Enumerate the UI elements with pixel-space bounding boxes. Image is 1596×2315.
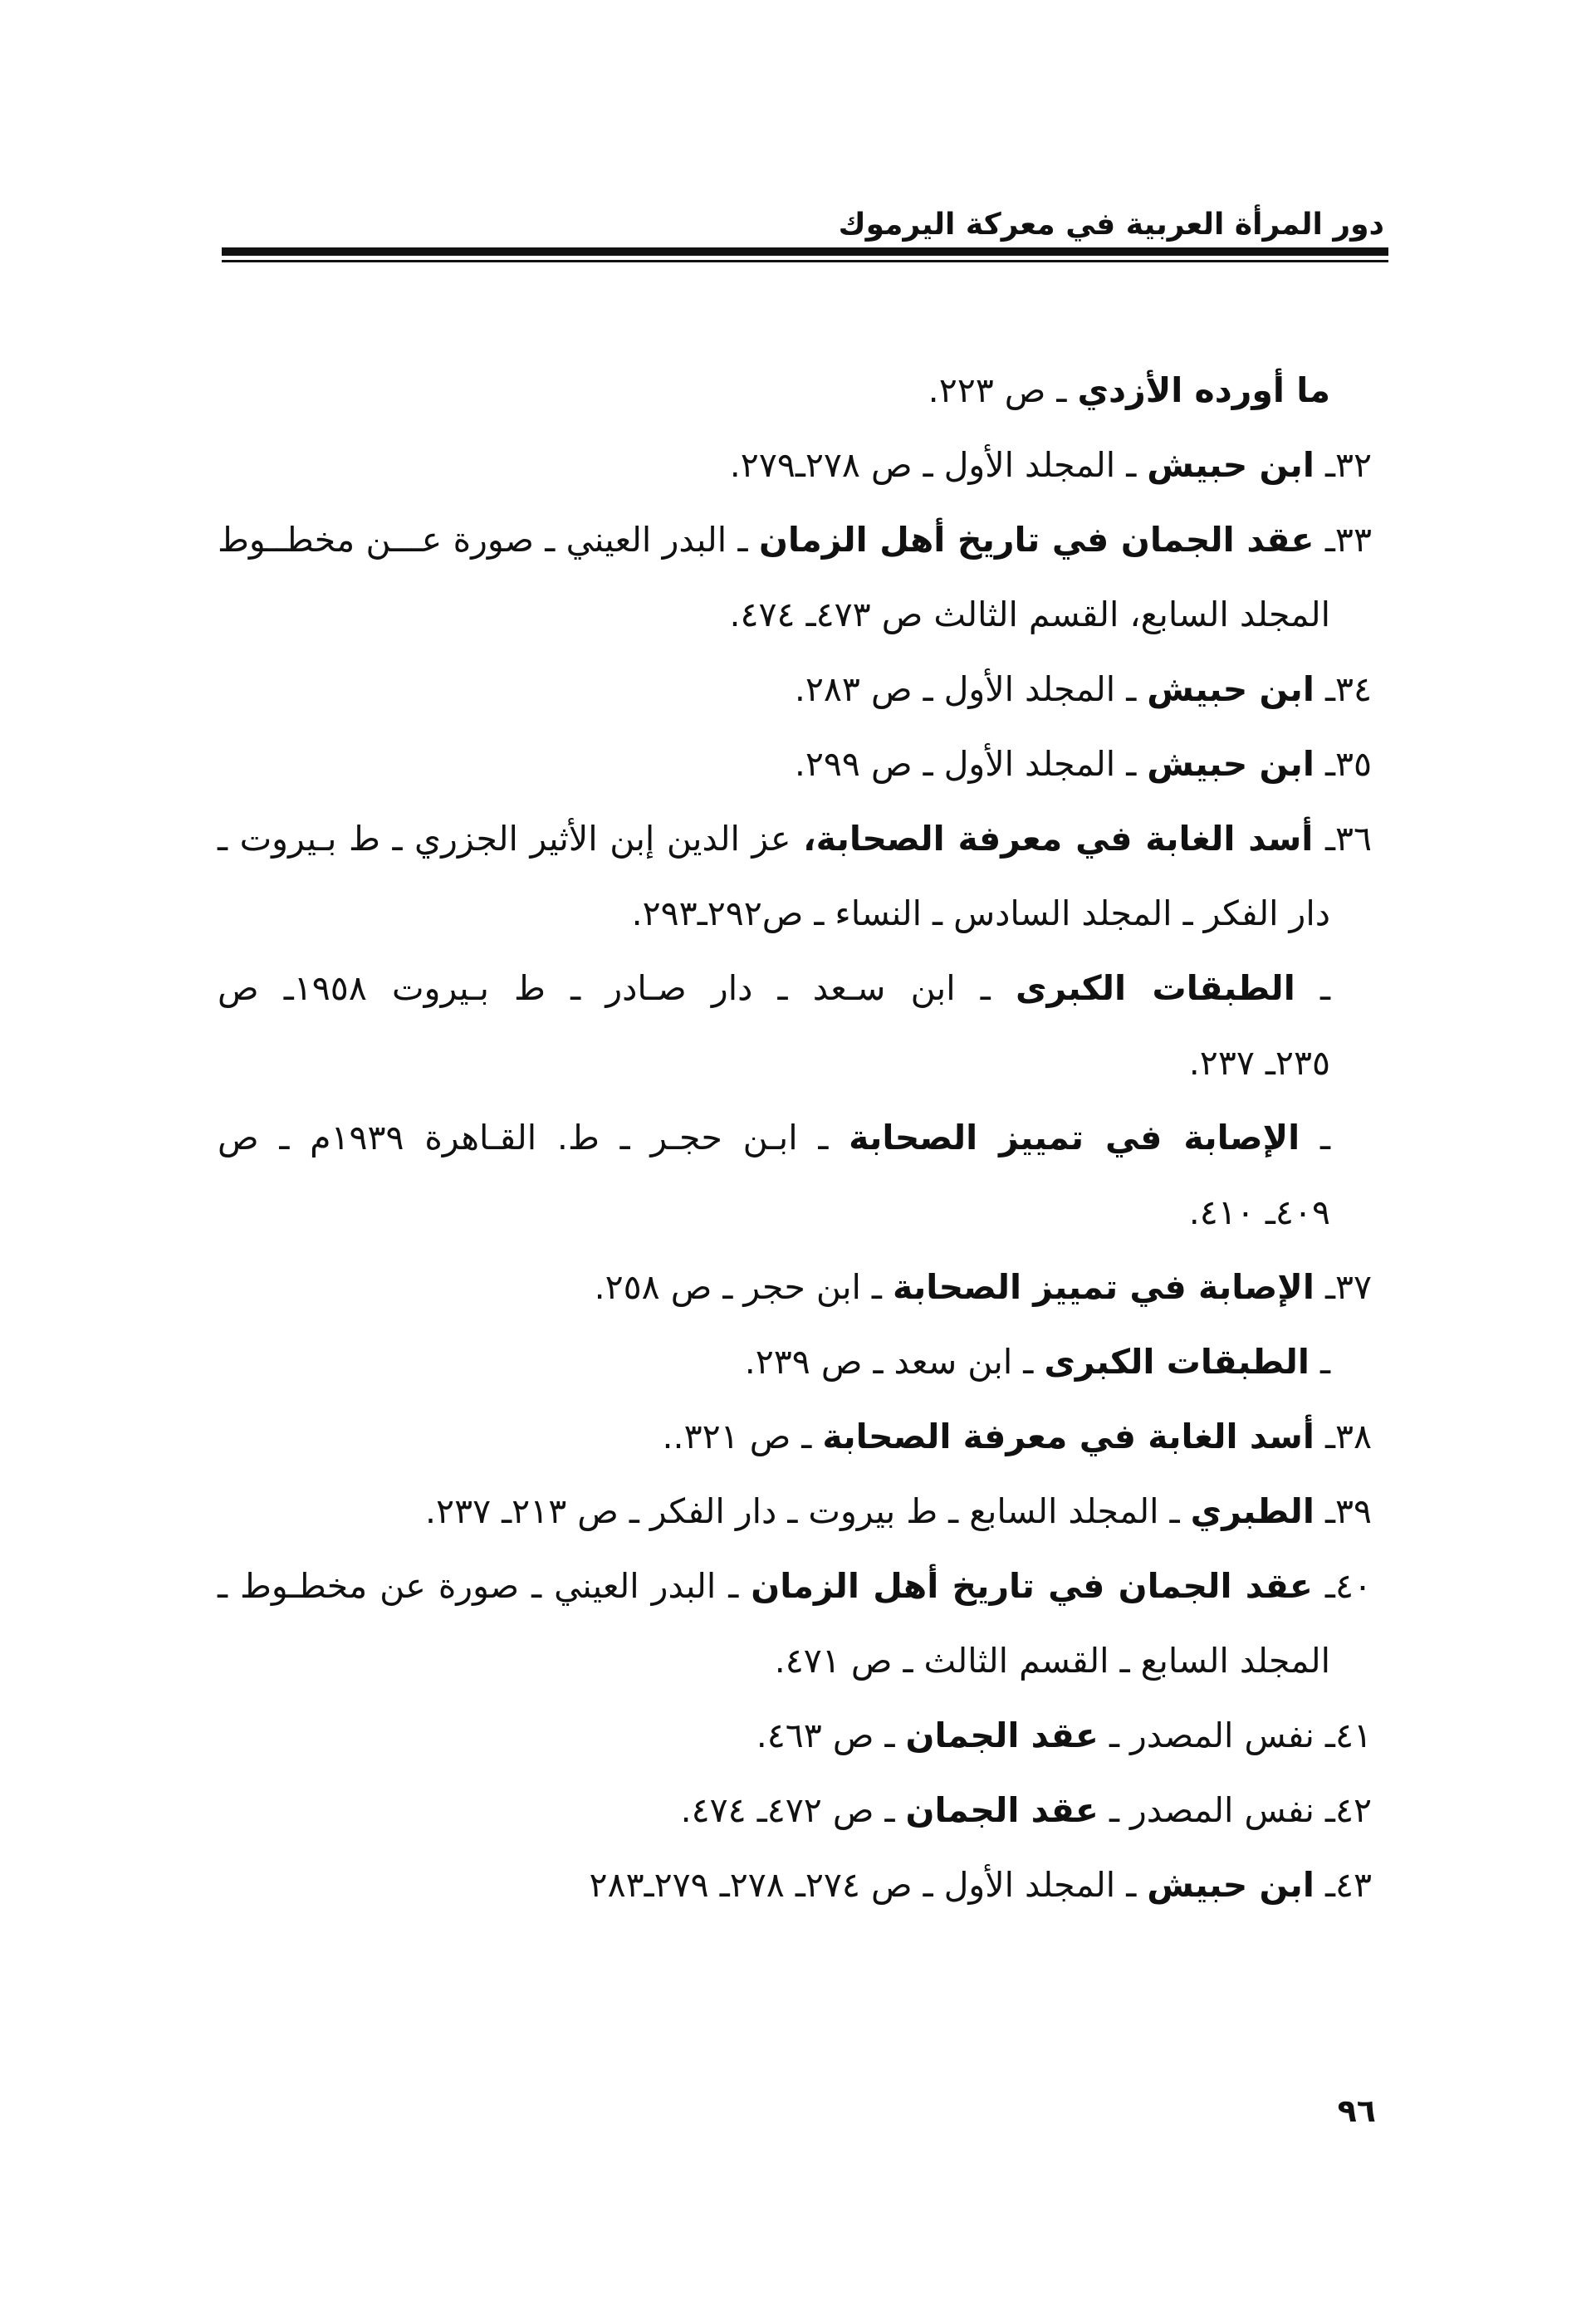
source-title: عقد الجمان في تاريخ أهل الزمان: [751, 1566, 1313, 1606]
note-line: [218, 1100, 1372, 1175]
note-number: ٣٣ـ: [1324, 520, 1372, 560]
note-text: عز الدين إبن الأثير الجزري ـ ط بـيروت ـ: [218, 819, 791, 859]
source-title: عقد الجمان: [905, 1790, 1099, 1830]
note-line: [218, 801, 1372, 876]
note-line: [218, 1250, 1372, 1324]
note-number: ٣٥ـ: [1324, 744, 1372, 784]
note-text: ـ ص ٤٧٢ـ ٤٧٤.: [680, 1790, 895, 1830]
note-text: المجلد السابع ـ القسم الثالث ـ ص ٤٧١.: [774, 1641, 1330, 1681]
note-text: ـ المجلد الأول ـ ص ٢٩٩.: [794, 744, 1137, 784]
running-header: دور المرأة العربية في معركة اليرموك: [838, 208, 1384, 242]
note-line: [218, 652, 1372, 727]
note-text: ـ ص ٤٦٣.: [756, 1715, 895, 1755]
note-text: ٢٣٥ـ ٢٣٧.: [1188, 1043, 1330, 1083]
source-title: الإصابة في تمييز الصحابة: [849, 1118, 1300, 1158]
note-text: ٤٠٩ـ ٤١٠.: [1188, 1192, 1330, 1232]
source-title: أسد الغابة في معرفة الصحابة: [822, 1417, 1314, 1456]
note-text: ٤١ـ نفس المصدر ـ: [1109, 1715, 1372, 1755]
header-rule: [222, 247, 1388, 262]
note-number: ٣٢ـ: [1324, 445, 1372, 485]
note-text: ـ المجلد الأول ـ ص ٢٨٣.: [794, 669, 1137, 709]
note-line: [218, 1848, 1372, 1922]
note-text: ـ المجلد الأول ـ ص ٢٧٨ـ٢٧٩.: [729, 445, 1137, 485]
source-title: ما أورده الأزدي: [1077, 370, 1330, 410]
note-number: ٣٨ـ: [1324, 1417, 1372, 1456]
source-title: ابن حبيش: [1147, 669, 1314, 709]
source-title: ابن حبيش: [1147, 1865, 1314, 1905]
source-title: أسد الغابة في معرفة الصحابة،: [803, 819, 1314, 859]
note-text: ـ ص ٢٢٣.: [928, 370, 1067, 410]
note-dash: ـ: [1319, 968, 1330, 1008]
notes-body: [218, 353, 1372, 1922]
source-title: الطبقات الكبرى: [1044, 1342, 1310, 1382]
note-dash: ـ: [1319, 1342, 1330, 1382]
note-number: ٤٣ـ: [1324, 1865, 1372, 1905]
source-title: ابن حبيش: [1147, 744, 1314, 784]
note-text: ٤٢ـ نفس المصدر ـ: [1109, 1790, 1372, 1830]
note-line: [218, 1773, 1372, 1848]
note-line: [218, 1324, 1372, 1399]
note-dash: ـ: [1319, 1118, 1330, 1158]
note-text: ـ ابن حجر ـ ص ٢٥٨.: [594, 1267, 882, 1307]
note-number: ٤٠ـ: [1324, 1566, 1372, 1606]
header-rule-thick: [222, 247, 1388, 256]
source-title: الطبري: [1190, 1491, 1314, 1531]
note-text: ـ ابـن حجـر ـ ط. القـاهرة ١٩٣٩م ـ ص: [218, 1118, 829, 1158]
note-number: ٣٦ـ: [1324, 819, 1372, 859]
note-text: ـ ص ٣٢١..: [662, 1417, 812, 1456]
note-line: [218, 502, 1372, 577]
source-title: عقد الجمان: [905, 1715, 1099, 1755]
note-number: ٣٩ـ: [1324, 1491, 1372, 1531]
note-line: [218, 1698, 1372, 1773]
note-text: ـ المجلد السابع ـ ط بيروت ـ دار الفكر ـ ص ٢١٣ـ ٢٣٧.: [425, 1491, 1180, 1531]
note-line: [218, 353, 1372, 428]
source-title: عقد الجمان في تاريخ أهل الزمان: [758, 520, 1314, 560]
note-line: [218, 951, 1372, 1025]
source-title: الطبقات الكبرى: [1015, 968, 1295, 1008]
note-text: المجلد السابع، القسم الثالث ص ٤٧٣ـ ٤٧٤.: [729, 595, 1330, 634]
source-title: الإصابة في تمييز الصحابة: [892, 1267, 1314, 1307]
note-line: [218, 727, 1372, 801]
note-number: ٣٤ـ: [1324, 669, 1372, 709]
note-text: ـ ابن سـعد ـ دار صـادر ـ ط بـيروت ١٩٥٨ـ ص: [218, 968, 991, 1008]
note-number: ٣٧ـ: [1324, 1267, 1372, 1307]
note-line: [218, 1399, 1372, 1474]
note-line: [218, 1623, 1372, 1698]
note-line: [218, 1175, 1372, 1250]
note-text: ـ البدر العيني ـ صورة عـــن مخطــوط: [218, 520, 748, 560]
note-text: ـ البدر العيني ـ صورة عن مخطـوط ـ: [218, 1566, 739, 1606]
note-line: [218, 428, 1372, 502]
header-rule-thin: [222, 260, 1388, 262]
note-line: [218, 1025, 1372, 1100]
note-line: [218, 1549, 1372, 1623]
note-text: ـ ابن سعد ـ ص ٢٣٩.: [744, 1342, 1034, 1382]
page-number: ٩٦: [1337, 2092, 1376, 2129]
note-line: [218, 577, 1372, 652]
source-title: ابن حبيش: [1147, 445, 1314, 485]
note-text: ـ المجلد الأول ـ ص ٢٧٤ـ ٢٧٨ـ ٢٧٩ـ٢٨٣: [589, 1865, 1137, 1905]
note-text: دار الفكر ـ المجلد السادس ـ النساء ـ ص٢٩٢ـ٢٩٣.: [631, 893, 1330, 933]
note-line: [218, 876, 1372, 951]
note-line: [218, 1474, 1372, 1549]
